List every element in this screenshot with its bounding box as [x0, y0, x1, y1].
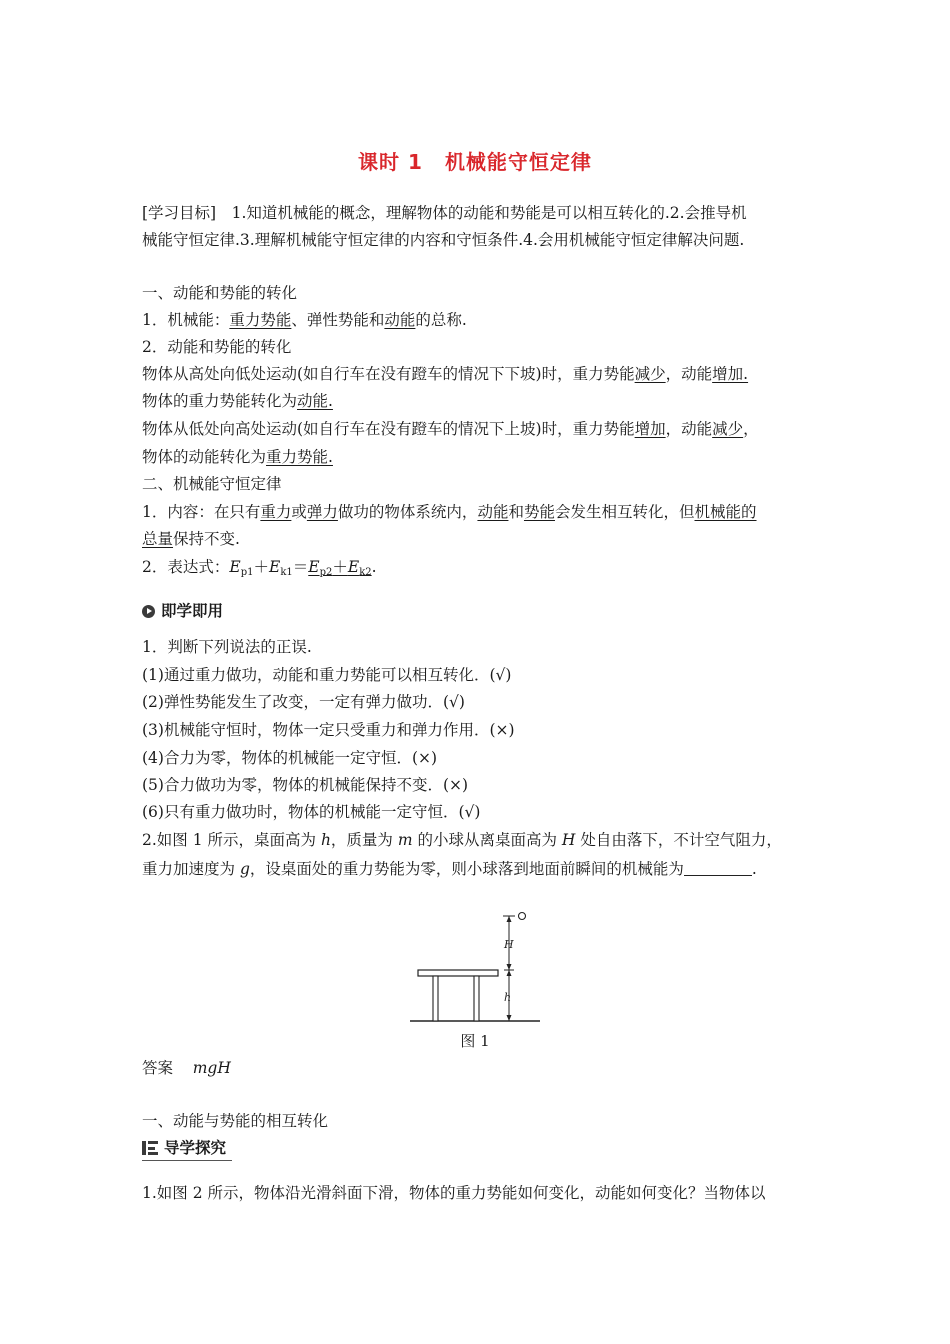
- table-ball-figure: [400, 905, 550, 1030]
- table-top: [418, 970, 498, 976]
- play-circle-icon: [142, 605, 155, 618]
- conservation-law-content: 1．内容：在只有重力或弹力做功的物体系统内，动能和势能会发生相互转化，但机械能的: [142, 503, 757, 521]
- lesson-number: 课时 1: [358, 150, 423, 174]
- uphill-paragraph-cont: 物体的动能转化为重力势能.: [142, 448, 333, 466]
- downhill-paragraph: 物体从高处向低处运动(如自行车在没有蹬车的情况下下坡)时，重力势能减少，动能增加.: [142, 365, 749, 383]
- downhill-paragraph-cont: 物体的重力势能转化为动能.: [142, 392, 333, 410]
- judgement-item: (6)只有重力做功时，物体的机械能一定守恒．(√): [142, 803, 481, 821]
- question-2-line-2: 重力加速度为 g，设桌面处的重力势能为零，则小球落到地面前瞬间的机械能为 .: [142, 860, 757, 878]
- answer: 答案 mgH: [142, 1059, 231, 1077]
- question-1: 1．判断下列说法的正误.: [142, 638, 312, 656]
- conservation-law-content-cont: 总量保持不变.: [142, 530, 240, 548]
- conversion-heading: 2．动能和势能的转化: [142, 338, 292, 356]
- inquiry-question-1: 1.如图 2 所示，物体沿光滑斜面下滑，物体的重力势能如何变化，动能如何变化？当物体以: [142, 1184, 766, 1202]
- mechanical-energy-definition: 1．机械能：重力势能、弹性势能和动能的总称.: [142, 311, 467, 329]
- table-leg: [474, 976, 479, 1021]
- uphill-paragraph: 物体从低处向高处运动(如自行车在没有蹬车的情况下上坡)时，重力势能增加，动能减少，: [142, 420, 759, 438]
- section2-heading: 二、机械能守恒定律: [142, 475, 282, 493]
- guide-underline: [142, 1160, 232, 1161]
- question-2-line-1: 2.如图 1 所示，桌面高为 h，质量为 m 的小球从离桌面高为 H 处自由落下，不计空气阻力，: [142, 831, 782, 849]
- section3-heading: 一、动能与势能的相互转化: [142, 1112, 329, 1130]
- list-icon: [142, 1141, 158, 1155]
- judgement-item: (3)机械能守恒时，物体一定只受重力和弹力作用．(×): [142, 721, 515, 739]
- objectives-line-1: [学习目标] 1.知道机械能的概念，理解物体的动能和势能是可以相互转化的.2.会推导机: [142, 204, 747, 222]
- section1-heading: 一、动能和势能的转化: [142, 284, 298, 302]
- ball: [519, 913, 526, 920]
- conservation-expression: 2．表达式：$E_{p1}+E_{k1}=E_{p2}+E_{k2}$.: [142, 558, 377, 578]
- judgement-item: (2)弹性势能发生了改变，一定有弹力做功．(√): [142, 693, 465, 711]
- figure-caption: 图 1: [460, 1032, 490, 1050]
- lesson-title: 机械能守恒定律: [444, 150, 592, 174]
- label-H: H: [504, 938, 514, 951]
- judgement-item: (5)合力做功为零，物体的机械能保持不变．(×): [142, 776, 469, 794]
- objectives-line-2: 械能守恒定律.3.理解机械能守恒定律的内容和守恒条件.4.会用机械能守恒定律解决问题.: [142, 231, 745, 249]
- practice-heading: 即学即用: [142, 600, 223, 622]
- judgement-item: (4)合力为零，物体的机械能一定守恒．(×): [142, 749, 438, 767]
- label-h: h: [504, 991, 512, 1004]
- judgement-item: (1)通过重力做功，动能和重力势能可以相互转化．(√): [142, 666, 512, 684]
- page-title: [0, 146, 950, 175]
- answer-blank: [684, 861, 752, 876]
- guide-heading: 导学探究: [142, 1137, 226, 1159]
- table-leg: [433, 976, 438, 1021]
